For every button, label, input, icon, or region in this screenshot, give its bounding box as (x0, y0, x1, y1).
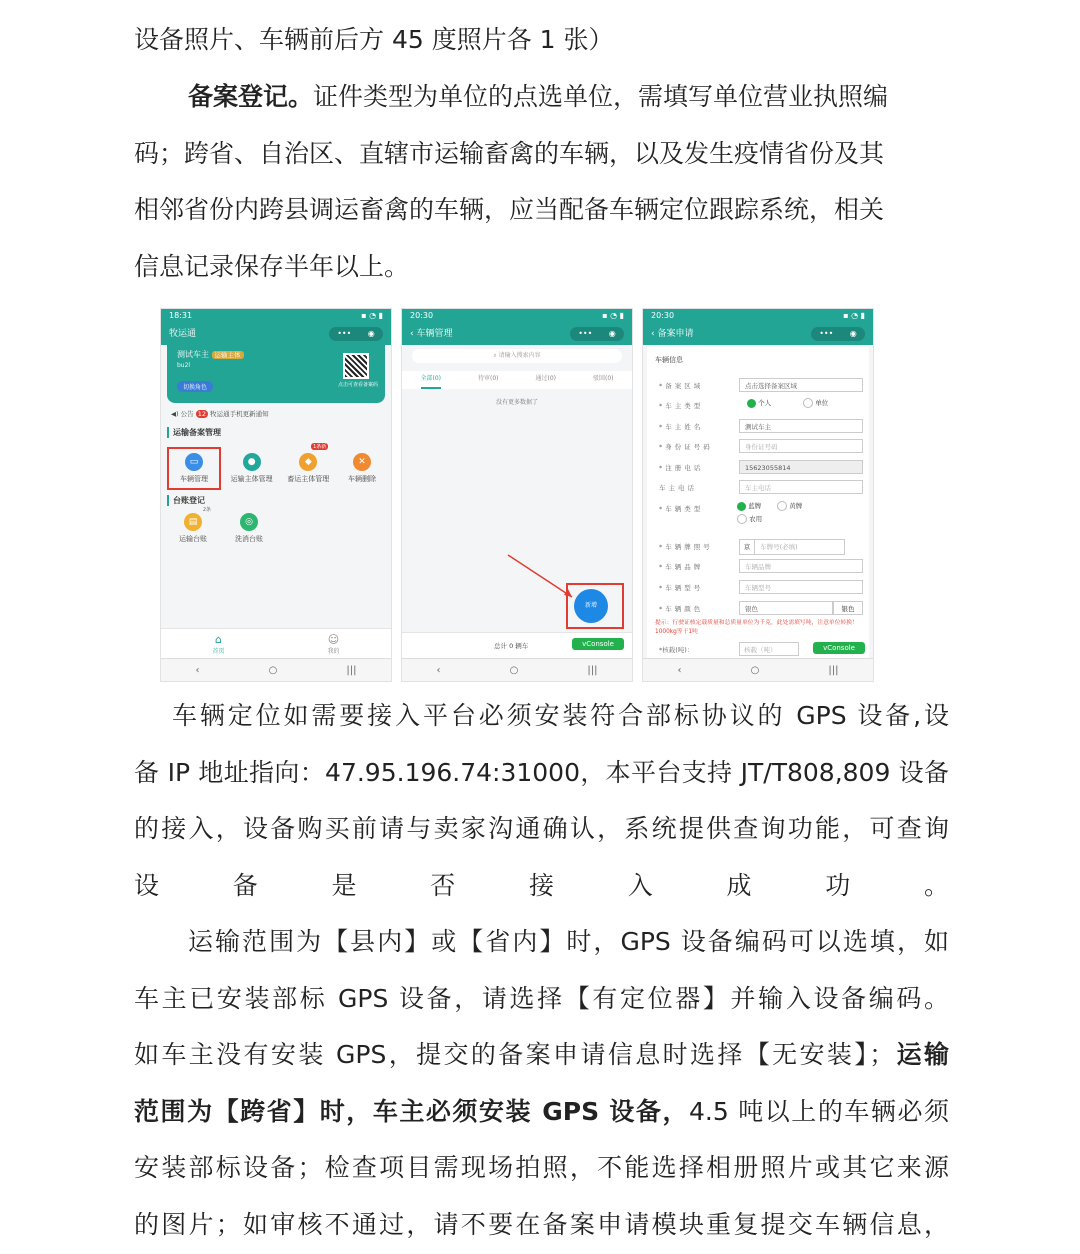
owner-phone-input[interactable]: 车主电话 (739, 480, 863, 494)
status-time: 20:30 (651, 311, 675, 320)
field-label: *车辆型号 (659, 584, 704, 592)
home-circle-icon[interactable]: ○ (750, 664, 760, 676)
notice-count-badge: 12 (197, 410, 206, 418)
recents-icon[interactable]: ||| (346, 664, 357, 676)
field-label: *身份证号码 (659, 443, 713, 451)
radio-label: 黄牌 (789, 502, 803, 510)
color-input[interactable]: 银色 (739, 601, 833, 615)
screenshot-filing-application (642, 308, 874, 682)
tab-row (402, 371, 632, 389)
grid-item-label: 洗消台账 (235, 535, 263, 543)
paragraph-line: 相邻省份内跨县调运畜禽的车辆，应当配备车辆定位跟踪系统，相关 (134, 195, 885, 224)
brand-input[interactable]: 车辆品牌 (739, 559, 863, 573)
icon-grid-manage (167, 444, 385, 490)
field-label: *备案区域 (659, 382, 704, 390)
close-circle-icon[interactable]: ◉ (849, 329, 857, 338)
paragraph-line: 信息记录保存半年以上。 (134, 251, 410, 281)
empty-message: 没有更多数据了 (495, 399, 538, 406)
home-circle-icon[interactable]: ○ (268, 664, 278, 676)
field-label: *注册电话 (659, 464, 704, 472)
user-card (167, 345, 385, 403)
radio-checked-icon[interactable] (747, 399, 756, 408)
paragraph-line: 的图片；如审核不通过，请不要在备案申请模块重复提交车辆信息， (134, 1209, 949, 1239)
plate-prefix[interactable]: 京 (740, 540, 755, 554)
more-icon[interactable]: ••• (337, 329, 352, 338)
android-nav-bar (402, 658, 632, 681)
paragraph-line: 车辆定位如需要接入平台必须安装符合部标协议的 GPS 设备,设 (172, 701, 949, 730)
grid-item-label: 畜运主体管理 (287, 475, 330, 483)
vconsole-button[interactable]: vConsole (572, 638, 624, 650)
bold-run: 范围为【跨省】时，车主必须安装 GPS 设备， (134, 1096, 689, 1126)
new-badge: 1条新 (313, 444, 327, 450)
paragraph-line: 运输范围为【县内】或【省内】时，GPS 设备编码可以选填，如 (188, 927, 949, 956)
radio-label: 单位 (815, 399, 829, 407)
page-title: 车辆管理 (416, 329, 453, 339)
signal-icon: ▪ ◔ ▮ (602, 311, 624, 320)
tab-bar (161, 628, 391, 659)
search-icon: ⌕ (493, 352, 499, 359)
grid-item-label: 车辆管理 (180, 475, 208, 483)
area-select[interactable]: 点击选择备案区域 (739, 378, 863, 392)
back-icon[interactable]: ‹ (436, 664, 441, 676)
field-label: *车辆颜色 (659, 605, 704, 613)
tab-label: 我的 (327, 648, 340, 655)
user-icon: ☺ (327, 633, 340, 646)
delete-icon: ✕ (353, 453, 371, 471)
user-name: 测试车主 (177, 350, 209, 359)
paragraph-0 (134, 12, 949, 69)
model-input[interactable]: 车辆型号 (739, 580, 863, 594)
paragraph-line: 备 IP 地址指向：47.95.196.74:31000，本平台支持 JT/T808,809 设备 (134, 757, 949, 787)
notice-bar[interactable] (171, 409, 269, 418)
menu-capsule[interactable] (570, 327, 624, 341)
hint-text: 提示：行驶证核定载质量和总质量单位为千克，此处需填写吨，注意单位转换！1000kg等于1吨 (655, 620, 858, 635)
speaker-icon: ◀) (171, 410, 179, 418)
text-run: 证件类型为单位的点选单位，需填写单位营业执照编 (313, 82, 889, 111)
radio-empty-icon[interactable] (737, 514, 747, 524)
radio-empty-icon[interactable] (777, 501, 787, 511)
heading-bold: 备案登记。 (188, 82, 314, 111)
menu-capsule[interactable] (329, 327, 383, 341)
back-arrow-icon[interactable]: ‹ (410, 329, 417, 339)
more-icon[interactable]: ••• (578, 329, 593, 338)
grid-item-label: 车辆删除 (347, 475, 376, 483)
screenshot-home (160, 308, 392, 682)
tab-all[interactable]: 全部(0) (421, 371, 442, 389)
icon-grid-ledger (167, 509, 275, 548)
footer-bar (402, 632, 632, 659)
app-title: 牧运通 (169, 329, 197, 339)
vehicle-type-radios (737, 501, 861, 524)
wash-icon: ◎ (240, 513, 258, 531)
grid-item-transport-ledger[interactable] (167, 509, 219, 548)
app-bar (161, 323, 391, 345)
car-icon: ▭ (185, 453, 203, 471)
tab-pending[interactable]: 待审(0) (478, 375, 499, 382)
radio-empty-icon[interactable] (803, 398, 813, 408)
recents-icon[interactable]: ||| (828, 664, 839, 676)
grid-item-transport-subject[interactable] (226, 447, 278, 490)
bold-run: 运输 (894, 1040, 949, 1069)
menu-capsule[interactable] (811, 327, 865, 341)
status-bar (643, 309, 873, 323)
owner-type-radios (747, 398, 828, 408)
close-circle-icon[interactable]: ◉ (367, 329, 375, 338)
vconsole-button[interactable]: vConsole (813, 642, 865, 654)
grid-item-wash-ledger[interactable] (223, 509, 275, 548)
back-icon[interactable]: ‹ (195, 664, 200, 676)
tab-home[interactable] (212, 633, 224, 655)
paragraph-line (134, 1027, 949, 1084)
tab-mine[interactable] (327, 633, 339, 655)
radio-checked-icon[interactable] (737, 502, 746, 511)
paragraph-line: 码；跨省、自治区、直辖市运输畜禽的车辆，以及发生疫情省份及其 (134, 138, 885, 168)
field-label: *核载(吨)： (659, 646, 694, 654)
section-title: 台账登记 (167, 495, 205, 506)
field-label: *车主类型 (659, 402, 704, 410)
form-panel (647, 347, 869, 659)
home-circle-icon[interactable]: ○ (509, 664, 519, 676)
status-time: 20:30 (410, 311, 434, 320)
search-bar[interactable] (412, 349, 622, 363)
screenshot-vehicle-management (401, 308, 633, 682)
radio-label: 个人 (758, 399, 772, 407)
close-circle-icon[interactable]: ◉ (608, 329, 616, 338)
recents-icon[interactable]: ||| (587, 664, 598, 676)
page-title: 备案申请 (657, 329, 694, 339)
paragraph-line (134, 1084, 949, 1141)
add-button-label: 新增 (584, 602, 597, 609)
count-badge: 2条 (202, 507, 211, 513)
paragraph-line: 设备是否接入成功。 (134, 870, 949, 900)
status-time: 18:31 (169, 311, 193, 320)
paragraph-transport-range (134, 914, 949, 1253)
search-input[interactable]: 请输入搜索内容 (498, 352, 541, 359)
switch-role-label: 切换角色 (183, 384, 208, 391)
android-nav-bar (161, 658, 391, 681)
paragraph-gps-access (134, 688, 949, 914)
grid-item-vehicle-delete[interactable] (339, 447, 385, 490)
notice-text: 牧运通手机更新通知 (210, 410, 269, 418)
paragraph-line: 安装部标设备；检查项目需现场拍照，不能选择相册照片或其它来源 (134, 1153, 949, 1182)
paragraph-line: 设备照片、车辆前后方 45 度照片各 1 张） (134, 25, 614, 54)
plate-input[interactable]: 车牌号(必填) (760, 543, 798, 551)
status-bar (402, 309, 632, 323)
grid-item-livestock-subject[interactable] (282, 444, 334, 490)
cow-icon: ◆ (299, 453, 317, 471)
signal-icon: ▪ ◔ ▮ (361, 311, 383, 320)
ledger-icon: ▤ (184, 513, 202, 531)
total-count: 总计 0 辆车 (494, 642, 529, 650)
more-icon[interactable]: ••• (819, 329, 834, 338)
grid-item-label: 运输台账 (179, 535, 207, 543)
radio-label: 蓝牌 (748, 502, 762, 510)
text-run: 如车主没有安装 GPS，提交的备案申请信息时选择【无安装】； (134, 1040, 895, 1069)
qr-code-icon[interactable] (343, 353, 369, 379)
add-button[interactable] (574, 589, 608, 623)
app-bar (643, 323, 873, 345)
user-tag: 运输主体 (212, 351, 244, 359)
section-title: 运输备案管理 (167, 427, 221, 438)
signal-icon: ▪ ◔ ▮ (843, 311, 865, 320)
status-bar (161, 309, 391, 323)
radio-label: 农用 (749, 515, 763, 523)
owner-name-input[interactable]: 测试车主 (739, 419, 863, 433)
back-icon[interactable]: ‹ (677, 664, 682, 676)
tab-rejected[interactable]: 驳回(0) (593, 375, 614, 382)
paragraph-line: 车主已安装部标 GPS 设备，请选择【有定位器】并输入设备编码。 (134, 983, 949, 1013)
field-label: *车辆牌照号 (659, 543, 713, 551)
field-label: *车辆品牌 (659, 563, 704, 571)
notice-label: 公告 (180, 410, 194, 418)
field-label: *车辆类型 (659, 505, 704, 513)
grid-item-vehicle-manage[interactable] (167, 447, 221, 490)
field-label: *车主姓名 (659, 423, 704, 431)
tab-approved[interactable]: 通过(0) (535, 375, 556, 382)
qr-caption: 点击可查看备案码 (337, 382, 378, 388)
plate-input-group[interactable] (739, 539, 845, 555)
color-select-button[interactable]: 银色 (833, 601, 863, 615)
tab-label: 首页 (212, 648, 225, 655)
switch-role-button[interactable] (177, 381, 213, 392)
phone-input[interactable]: 15623055814 (739, 460, 863, 474)
section-title: 车辆信息 (655, 356, 683, 364)
paragraph-line (134, 69, 949, 126)
home-icon: ⌂ (215, 633, 222, 646)
android-nav-bar (643, 658, 873, 681)
paragraph-line: 的接入，设备购买前请与卖家沟通确认，系统提供查询功能，可查询 (134, 814, 949, 843)
text-run: 4.5 吨以上的车辆必须 (688, 1096, 949, 1126)
tonnage-input[interactable]: 核载（吨） (739, 642, 799, 656)
id-number-input[interactable]: 身份证号码 (739, 439, 863, 453)
person-icon: ● (243, 453, 261, 471)
user-sub: bu2l (177, 362, 191, 369)
field-label: 车主电话 (659, 484, 697, 492)
back-arrow-icon[interactable]: ‹ (651, 329, 658, 339)
grid-item-label: 运输主体管理 (230, 475, 273, 483)
app-bar (402, 323, 632, 345)
paragraph-registration (134, 69, 949, 295)
